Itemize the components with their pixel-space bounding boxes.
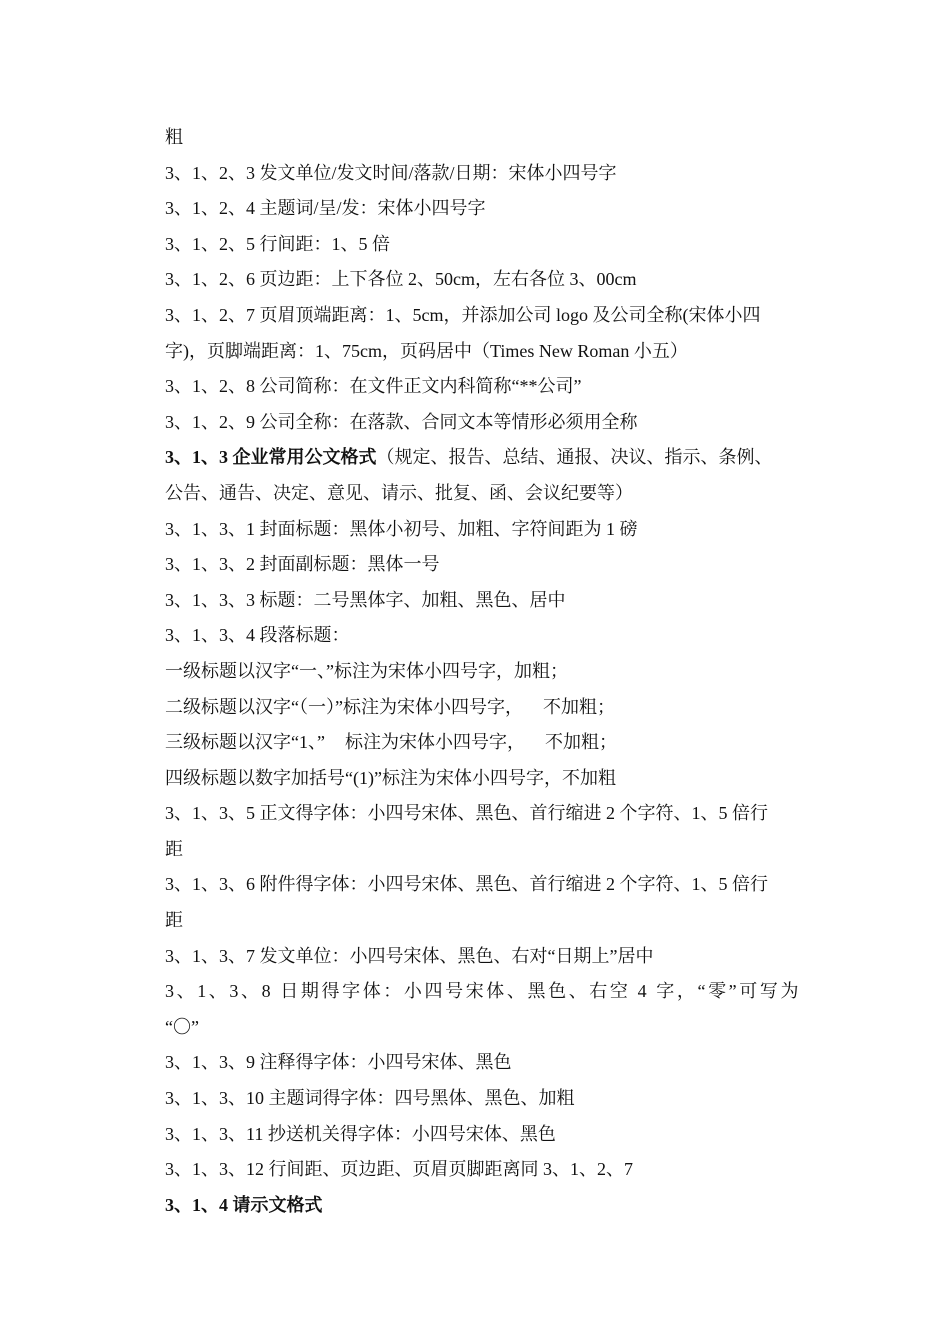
text-line: 3、1、2、6 页边距：上下各位 2、50cm，左右各位 3、00cm bbox=[165, 269, 637, 290]
text-segment: 三级标题以汉字“1、” bbox=[165, 732, 325, 753]
text-line: 公告、通告、决定、意见、请示、批复、函、会议纪要等） bbox=[165, 482, 633, 503]
text-line: 3、1、3、4 段落标题： bbox=[165, 625, 350, 646]
text-segment: 二级标题以汉字“（一）”标注为宋体小四号字， bbox=[165, 696, 523, 717]
text-line: 粗 bbox=[165, 127, 183, 147]
text-line: 字)，页脚端距离：1、75cm，页码居中（Times New Roman 小五） bbox=[165, 340, 688, 361]
section-heading-note: （规定、报告、总结、通报、决议、指示、条例、 bbox=[376, 447, 773, 468]
text-line: 3、1、3、2 封面副标题：黑体一号 bbox=[165, 554, 440, 575]
text-line: 3、1、3、3 标题：二号黑体字、加粗、黑色、居中 bbox=[165, 589, 566, 610]
text-line: 3、1、3、8 日期得字体：小四号宋体、黑色、右空 4 字，“零”可写为 bbox=[165, 981, 802, 1002]
section-heading-line bbox=[165, 440, 817, 476]
text-line: 3、1、3、6 附件得字体：小四号宋体、黑色、首行缩进 2 个字符、1、5 倍行 bbox=[165, 874, 768, 895]
text-segment: 不加粗； bbox=[544, 732, 617, 753]
document-body bbox=[165, 120, 817, 1223]
text-line: 3、1、2、3 发文单位/发文时间/落款/日期：宋体小四号字 bbox=[165, 162, 617, 183]
section-heading: 3、1、3 企业常用公文格式 bbox=[165, 447, 377, 468]
text-line: 3、1、2、9 公司全称：在落款、合同文本等情形必须用全称 bbox=[165, 411, 638, 432]
text-line: 3、1、2、4 主题词/呈/发：宋体小四号字 bbox=[165, 198, 486, 219]
text-segment: 不加粗； bbox=[542, 696, 615, 717]
text-line: 3、1、3、9 注释得字体：小四号宋体、黑色 bbox=[165, 1052, 512, 1073]
text-line: 3、1、3、1 封面标题：黑体小初号、加粗、字符间距为 1 磅 bbox=[165, 518, 638, 539]
text-line: 3、1、3、10 主题词得字体：四号黑体、黑色、加粗 bbox=[165, 1088, 575, 1109]
text-line: 距 bbox=[165, 838, 183, 859]
text-line bbox=[165, 725, 817, 761]
text-line: 距 bbox=[165, 910, 183, 931]
text-line: “〇” bbox=[165, 1016, 199, 1037]
text-line: 四级标题以数字加括号“(1)”标注为宋体小四号字，不加粗 bbox=[165, 767, 616, 788]
text-line: 3、1、3、12 行间距、页边距、页眉页脚距离同 3、1、2、7 bbox=[165, 1159, 633, 1180]
text-line: 一级标题以汉字“一、”标注为宋体小四号字，加粗； bbox=[165, 660, 568, 681]
text-line: 3、1、2、8 公司简称：在文件正文内科简称“**公司” bbox=[165, 376, 582, 397]
text-line: 3、1、3、5 正文得字体：小四号宋体、黑色、首行缩进 2 个字符、1、5 倍行 bbox=[165, 803, 768, 824]
text-line: 3、1、2、5 行间距：1、5 倍 bbox=[165, 233, 390, 254]
text-line: 3、1、3、7 发文单位：小四号宋体、黑色、右对“日期上”居中 bbox=[165, 945, 654, 966]
section-heading: 3、1、4 请示文格式 bbox=[165, 1194, 323, 1215]
text-line: 3、1、2、7 页眉顶端距离：1、5cm，并添加公司 logo 及公司全称(宋体小四 bbox=[165, 304, 761, 325]
text-line bbox=[165, 690, 817, 726]
text-segment: 标注为宋体小四号字， bbox=[344, 732, 525, 753]
text-line: 3、1、3、11 抄送机关得字体：小四号宋体、黑色 bbox=[165, 1123, 556, 1144]
